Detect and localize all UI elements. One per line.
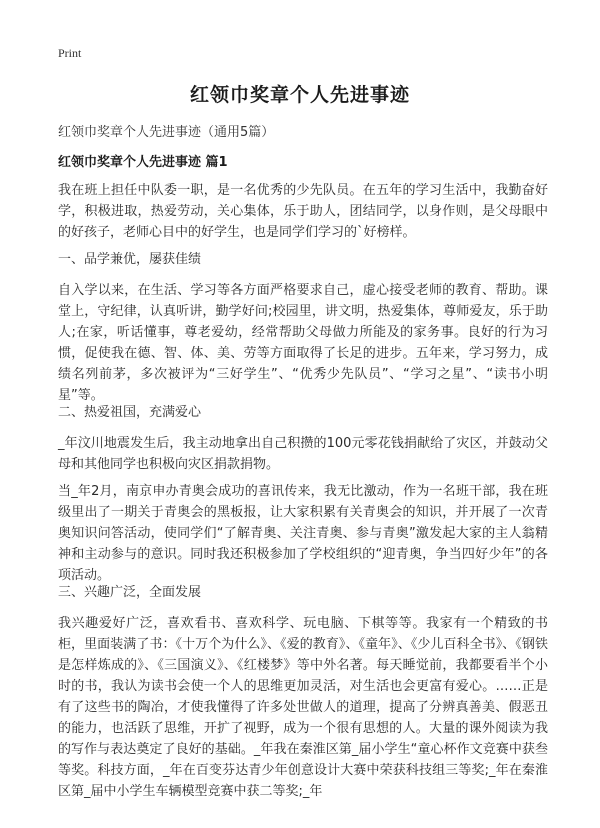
document-subtitle: 红领巾奖章个人先进事迹（通用5篇） (58, 125, 275, 140)
paragraph-interests: 我兴趣爱好广泛，喜欢看书、喜欢科学、玩电脑、下棋等等。我家有一个精致的书柜，里面装满了书：《十万个为什么》、《爱的教育》、《童年》、《少儿百科全书》、《钢铁是怎样炼成的》、《三国演义》、《红楼梦》等中外名著。每天睡觉前，我都要看半个小时的书，我认为读书会使一个人的思维更加灵活，对生活也会更富有爱心。……正是有了这些书的陶冶，才使我懂得了许多处世做人的道理，提高了分辨真善美、假恶丑的能力，也活跃了思维，开扩了视野，成为一个很有思想的人。大量的课外阅读为我的写作与表达奠定了良好的基础。_年我在秦淮区第_届小学生“童心杯作文竞赛中获叁等奖。科技方面，_年在百变芬达青少年创意设计大赛中荣获科技组三等奖;_年在秦淮区第_届中小学生车辆模型竞赛中获二等奖;_年 (58, 616, 548, 799)
paragraph-academics: 自入学以来，在生活、学习等各方面严格要求自己，虚心接受老师的教育、帮助。课堂上，守纪律，认真听讲，勤学好问;校园里，讲文明，热爱集体，尊师爱友，乐于助人;在家，听话懂事，尊老爱幼，经常帮助父母做力所能及的家务事。良好的行为习惯，促使我在德、智、体、美、劳等方面取得了长足的进步。五年来，学习努力，成绩名列前茅，多次被评为“三好学生”、“优秀少先队员”、“学习之星”、“读书小明星”等。 (58, 283, 548, 403)
section-heading-2: 二、热爱祖国，充满爱心 (58, 405, 202, 420)
paragraph-youth-olympics: 当_年2月，南京申办青奥会成功的喜讯传来，我无比激动，作为一名班干部，我在班级里出了一期关于青奥会的黑板报，让大家积累有关青奥会的知识，并开展了一次青奥知识问答活动，使同学们“了解青奥、关注青奥、参与青奥”激发起大家的主人翁精神和主动参与的意识。同时我还积极参加了学校组织的“迎青奥，争当四好少年”的各项活动。 (58, 484, 548, 583)
paragraph-donation: _年汶川地震发生后，我主动地拿出自己积攒的100元零花钱捐献给了灾区，并鼓动父母和其他同学也积极向灾区捐款捐物。 (58, 436, 548, 472)
body-section-intro (58, 180, 548, 243)
body-section-3 (58, 582, 548, 603)
section-heading-1: 一、品学兼优，屡获佳绩 (58, 252, 202, 267)
body-section-1-text (58, 280, 548, 406)
body-section-2-text-a (58, 433, 548, 475)
body-section-2-text-b (58, 481, 548, 586)
print-label: Print (58, 46, 82, 60)
document-title: 红领巾奖章个人先进事迹 (189, 84, 410, 106)
body-section-1 (58, 249, 548, 270)
section-heading-3: 三、兴趣广泛，全面发展 (58, 585, 202, 600)
body-section-2 (58, 402, 548, 423)
paragraph-intro: 我在班上担任中队委一职，是一名优秀的少先队员。在五年的学习生活中，我勤奋好学，积极进取，热爱劳动，关心集体，乐于助人，团结同学，以身作则，是父母眼中的好孩子，老师心目中的好学生，也是同学们学习的`好榜样。 (58, 183, 548, 240)
part-title: 红领巾奖章个人先进事迹 篇1 (58, 155, 228, 170)
body-section-3-text (58, 613, 548, 802)
